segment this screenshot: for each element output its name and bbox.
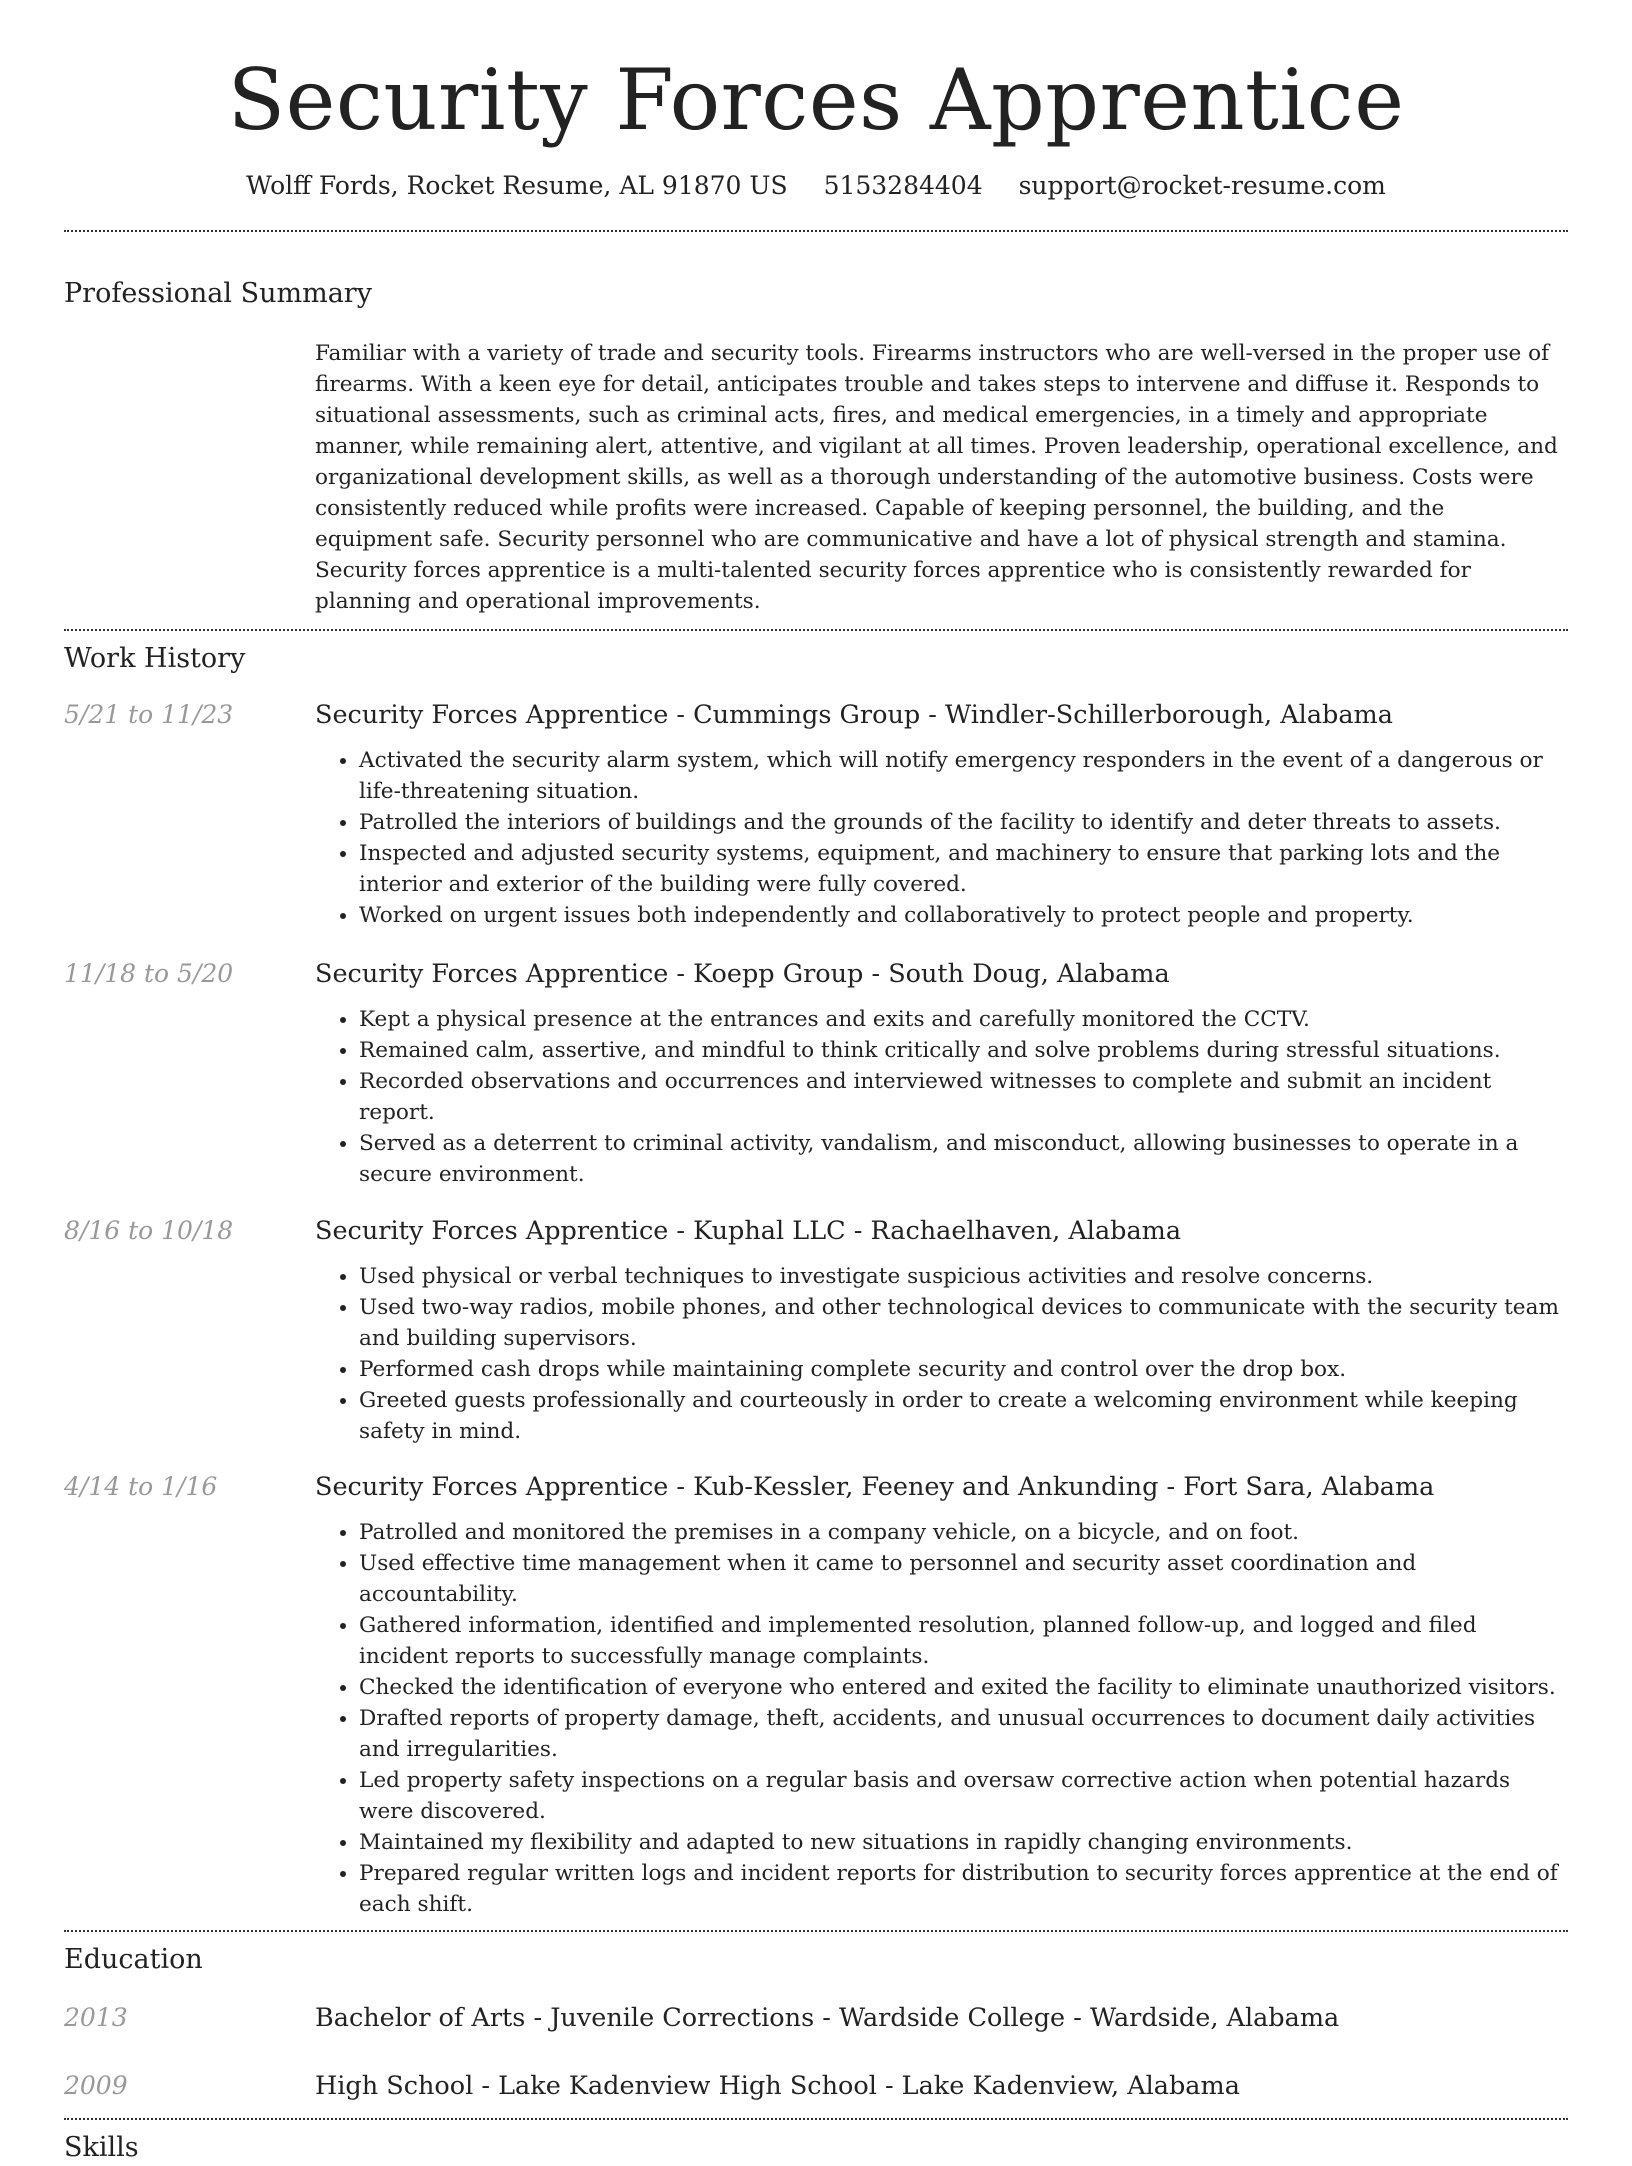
- job-bullet: • Used physical or verbal techniques to investigate suspicious activities and resolve concerns.: [359, 1261, 1568, 1292]
- job-bullet: • Led property safety inspections on a regular basis and oversaw corrective action when potential hazards were discovered.: [359, 1765, 1568, 1827]
- education-entry: [64, 2068, 1568, 2104]
- summary-heading: Professional Summary: [64, 278, 372, 309]
- contact-phone: 5153284404: [823, 171, 983, 200]
- section-divider: [64, 629, 1568, 631]
- job-entry: [64, 1469, 1568, 1920]
- job-bullet: • Used effective time management when it came to personnel and security asset coordination and accountability.: [359, 1548, 1568, 1610]
- skills-heading: Skills: [64, 2132, 139, 2163]
- job-entry: [64, 1213, 1568, 1447]
- job-entry: [64, 697, 1568, 931]
- job-entry: [64, 956, 1568, 1190]
- contact-line: [64, 168, 1568, 204]
- work-history-heading: Work History: [64, 643, 246, 674]
- job-bullet: • Remained calm, assertive, and mindful to think critically and solve problems during stressful situations.: [359, 1035, 1568, 1066]
- job-bullet: • Inspected and adjusted security systems, equipment, and machinery to ensure that parking lots and the interior and exterior of the building were fully covered.: [359, 838, 1568, 900]
- job-bullets: [315, 1004, 1568, 1190]
- job-bullet: • Prepared regular written logs and incident reports for distribution to security forces apprentice at the end of each shift.: [359, 1858, 1568, 1920]
- job-bullet: • Recorded observations and occurrences and interviewed witnesses to complete and submit an incident report.: [359, 1066, 1568, 1128]
- job-date: 4/14 to 1/16: [64, 1472, 218, 1501]
- job-bullet: • Kept a physical presence at the entrances and exits and carefully monitored the CCTV.: [359, 1004, 1568, 1035]
- job-date: 5/21 to 11/23: [64, 700, 234, 729]
- job-bullets: [315, 1261, 1568, 1447]
- job-bullet: • Used two-way radios, mobile phones, and other technological devices to communicate with the security team and building supervisors.: [359, 1292, 1568, 1354]
- contact-email[interactable]: support@rocket-resume.com: [1018, 171, 1386, 200]
- job-title: Security Forces Apprentice - Koepp Group - South Doug, Alabama: [315, 959, 1170, 989]
- job-title: Security Forces Apprentice - Kuphal LLC - Rachaelhaven, Alabama: [315, 1216, 1182, 1246]
- education-heading: Education: [64, 1944, 203, 1975]
- education-title: High School - Lake Kadenview High School - Lake Kadenview, Alabama: [315, 2071, 1240, 2101]
- education-entry: [64, 2000, 1568, 2036]
- job-bullet: • Worked on urgent issues both independently and collaboratively to protect people and property.: [359, 900, 1568, 931]
- job-bullet: • Checked the identification of everyone who entered and exited the facility to eliminate unauthorized visitors.: [359, 1672, 1568, 1703]
- section-divider: [64, 230, 1568, 232]
- job-bullet: • Patrolled the interiors of buildings and the grounds of the facility to identify and deter threats to assets.: [359, 807, 1568, 838]
- job-bullets: [315, 1517, 1568, 1920]
- job-bullet: • Patrolled and monitored the premises in a company vehicle, on a bicycle, and on foot.: [359, 1517, 1568, 1548]
- job-title: Security Forces Apprentice - Kub-Kessler, Feeney and Ankunding - Fort Sara, Alabama: [315, 1472, 1435, 1502]
- job-bullets: [315, 745, 1568, 931]
- job-date: 11/18 to 5/20: [64, 959, 234, 988]
- summary-text: Familiar with a variety of trade and security tools. Firearms instructors who are well-versed in the proper use of firearms. With a keen eye for detail, anticipates trouble and takes steps to intervene and diffuse it. Responds to situational assessments, such as criminal acts, fires, and medical emergencies, in a timely and appropriate manner, while remaining alert, attentive, and vigilant at all times. Proven leadership, operational excellence, and organizational development skills, as well as a thorough understanding of the automotive business. Costs were consistently reduced while profits were increased. Capable of keeping personnel, the building, and the equipment safe. Security personnel who are communicative and have a lot of physical strength and stamina. Security forces apprentice is a multi-talented security forces apprentice who is consistently rewarded for planning and operational improvements.: [315, 341, 1558, 614]
- job-bullet: • Greeted guests professionally and courteously in order to create a welcoming environment while keeping safety in mind.: [359, 1385, 1568, 1447]
- resume-header: [64, 0, 1568, 204]
- education-date: 2009: [64, 2071, 128, 2100]
- job-title: Security Forces Apprentice - Cummings Group - Windler-Schillerborough, Alabama: [315, 700, 1393, 730]
- education-title: Bachelor of Arts - Juvenile Corrections - Wardside College - Wardside, Alabama: [315, 2003, 1340, 2033]
- job-bullet: • Drafted reports of property damage, theft, accidents, and unusual occurrences to document daily activities and irregularities.: [359, 1703, 1568, 1765]
- job-bullet: • Performed cash drops while maintaining complete security and control over the drop box.: [359, 1354, 1568, 1385]
- job-bullet: • Maintained my flexibility and adapted to new situations in rapidly changing environments.: [359, 1827, 1568, 1858]
- section-divider: [64, 2118, 1568, 2120]
- contact-address: Wolff Fords, Rocket Resume, AL 91870 US: [246, 171, 788, 200]
- candidate-name: Security Forces Apprentice: [227, 51, 1405, 149]
- education-date: 2013: [64, 2003, 128, 2032]
- section-divider: [64, 1930, 1568, 1932]
- job-date: 8/16 to 10/18: [64, 1216, 234, 1245]
- job-bullet: • Gathered information, identified and implemented resolution, planned follow-up, and logged and filed incident reports to successfully manage complaints.: [359, 1610, 1568, 1672]
- job-bullet: • Activated the security alarm system, which will notify emergency responders in the event of a dangerous or life-threatening situation.: [359, 745, 1568, 807]
- job-bullet: • Served as a deterrent to criminal activity, vandalism, and misconduct, allowing businesses to operate in a secure environment.: [359, 1128, 1568, 1190]
